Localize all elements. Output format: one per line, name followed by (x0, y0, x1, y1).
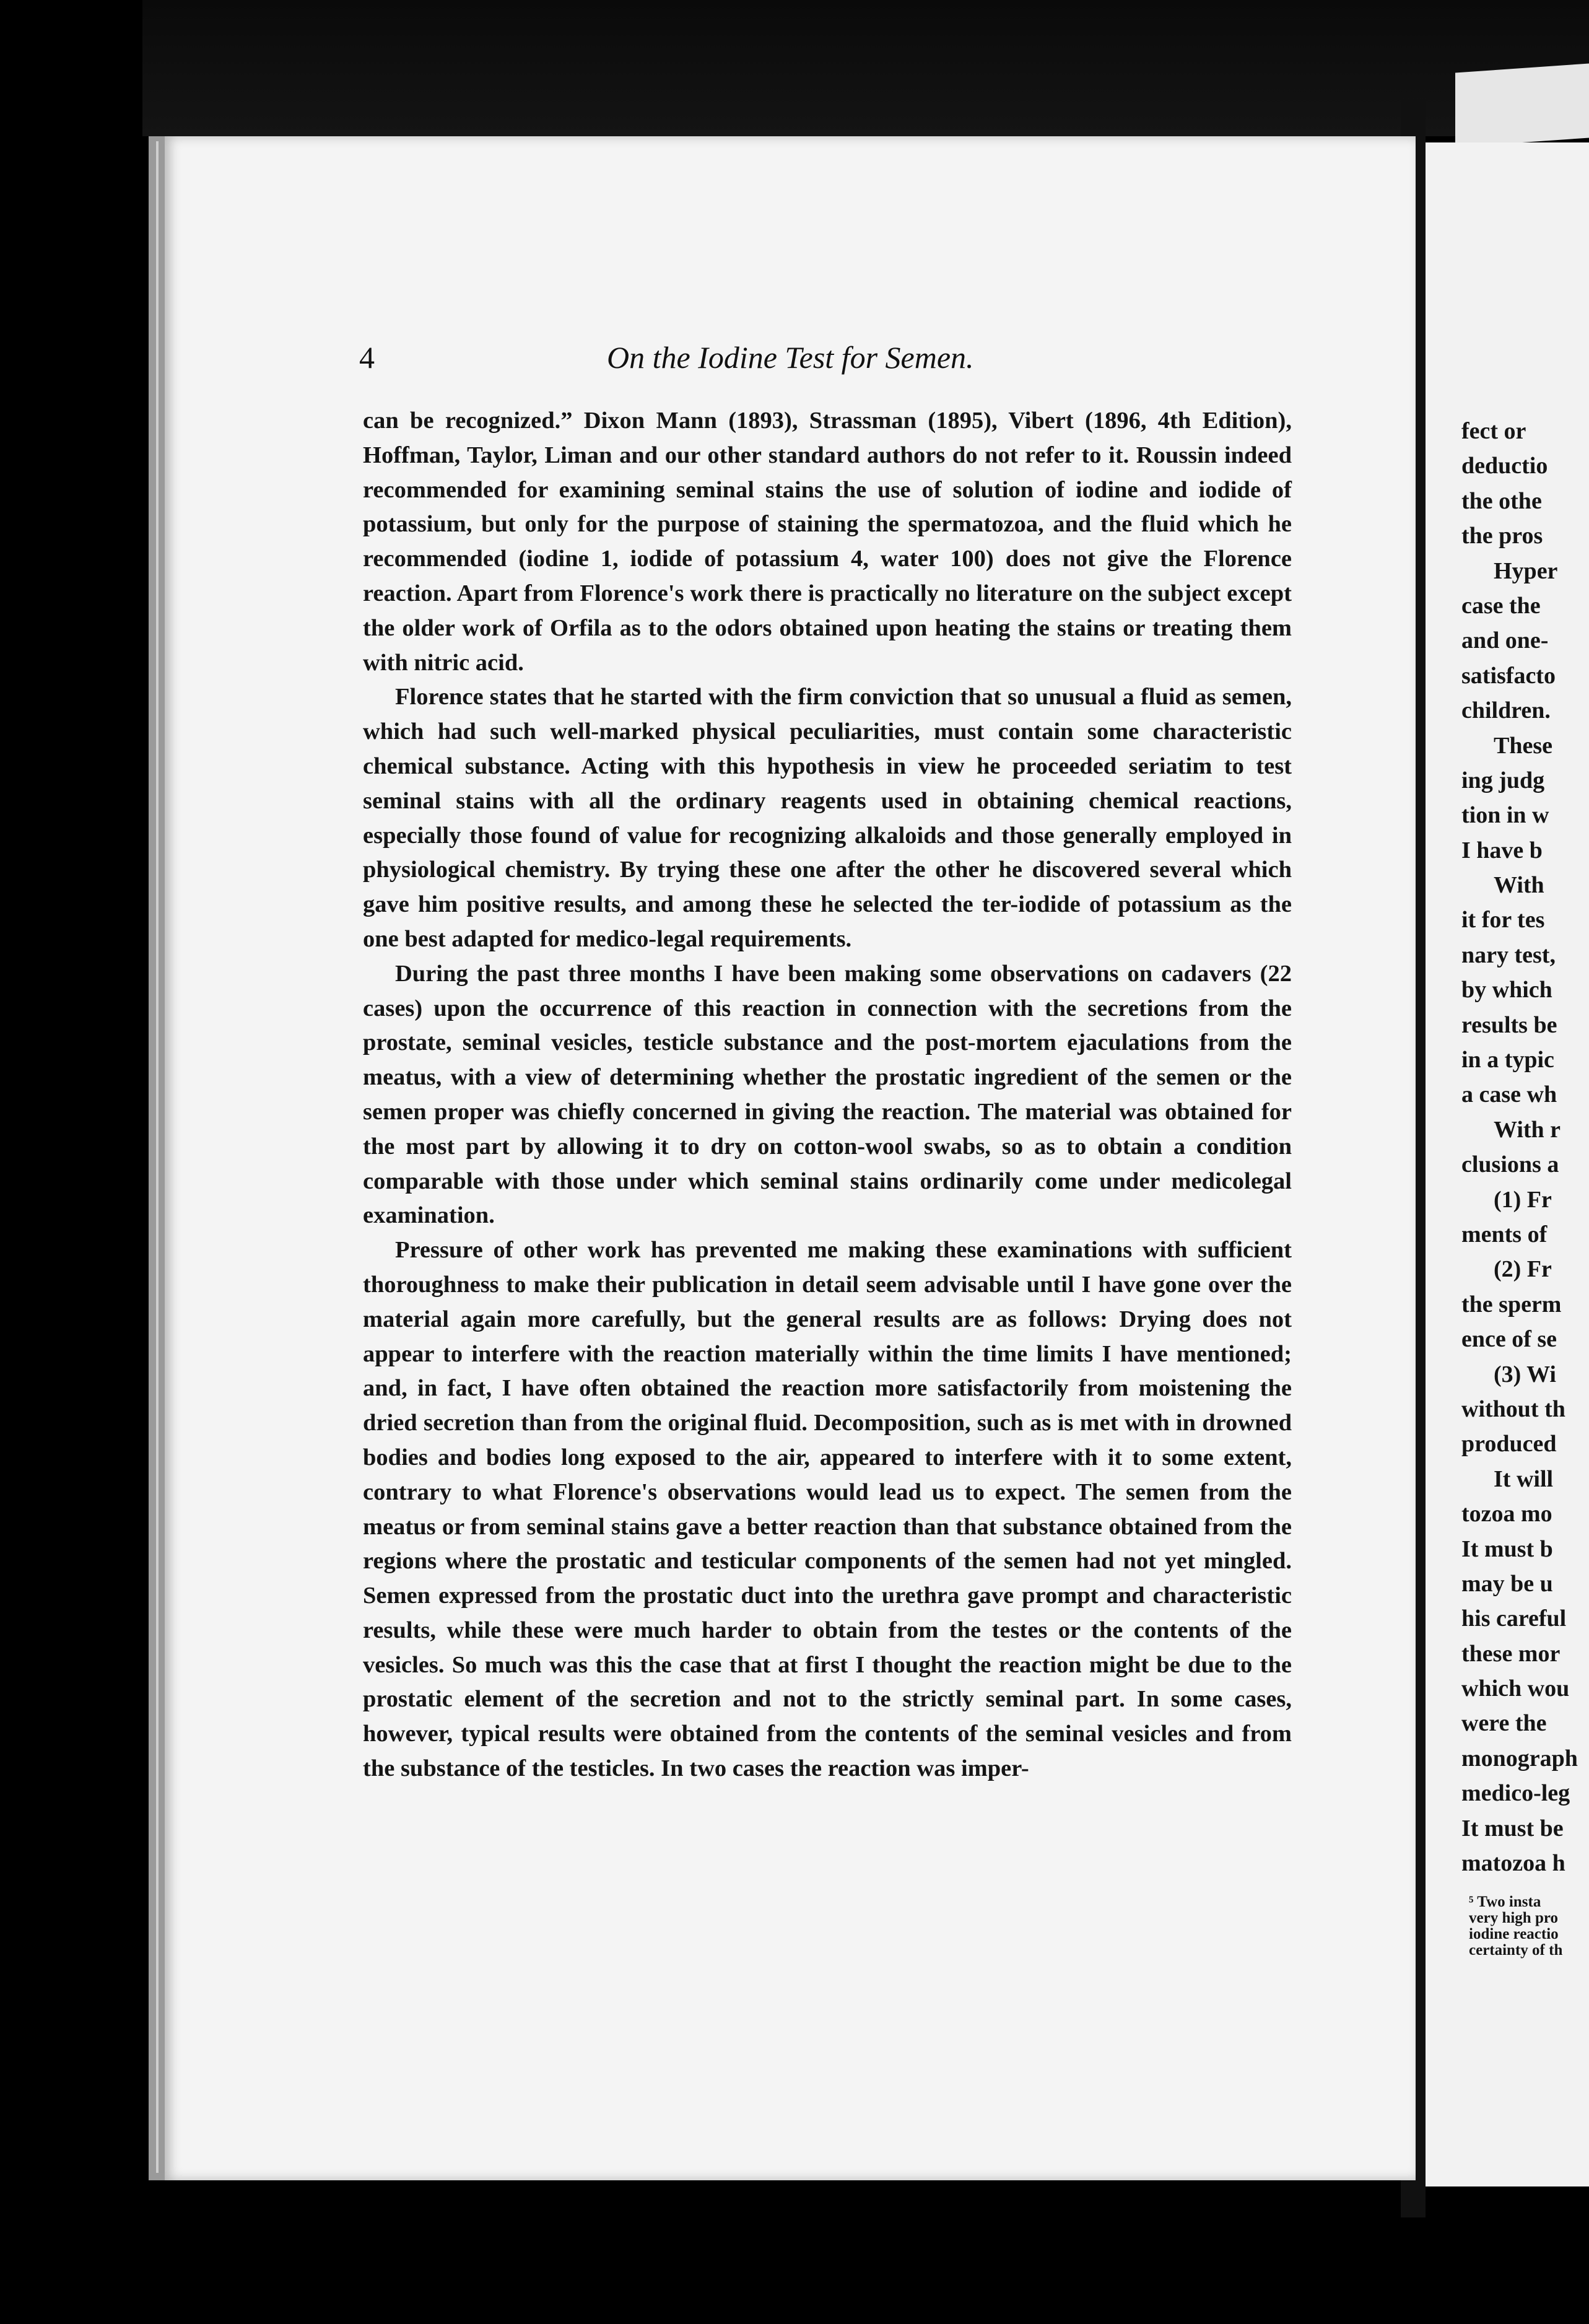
right-page-line: and one- (1461, 627, 1549, 654)
right-page-line: clusions a (1461, 1151, 1559, 1178)
right-page-footnote (1469, 1894, 1589, 1959)
right-page-corner (1455, 63, 1589, 147)
right-page-line: monograph (1461, 1745, 1578, 1771)
right-page-line: matozoa h (1461, 1850, 1565, 1877)
scan-background (142, 0, 1589, 136)
right-page-line: by which (1461, 977, 1552, 1003)
right-page-line: which wou (1461, 1675, 1570, 1702)
right-page-line: case the (1461, 592, 1541, 619)
right-footnote-line: iodine reactio (1469, 1926, 1559, 1942)
page-edge-line (156, 141, 159, 2173)
right-page-line: tozoa mo (1461, 1501, 1552, 1527)
right-footnote-line: ⁵ Two insta (1469, 1894, 1541, 1910)
right-page-line: his careful (1461, 1605, 1567, 1632)
right-page-line: satisfacto (1461, 662, 1556, 689)
right-page-line: in a typic (1461, 1047, 1554, 1073)
right-page-line: nary test, (1461, 941, 1556, 968)
right-page-line: tion in w (1461, 802, 1549, 829)
right-page-line: These (1494, 732, 1552, 759)
right-page-line: With (1494, 872, 1544, 899)
right-page-line: ence of se (1461, 1326, 1557, 1353)
paragraph-2: Florence states that he started with the firm conviction that so unusual a fluid as semen, which had such well-marked physical peculiarities, must contain some characteristic chemical substance. Acting with this hypothesis in view he proceeded seriatim to test seminal stains with all the ordinary reagents used in obtaining chemical reactions, especially those found of value for recognizing alkaloids and those generally employed in physiological chemistry. By trying these one after the other he discovered several which gave him positive results, and among these he selected the ter-iodide of potassium as the one best adapted for medico-legal requirements. (363, 684, 1292, 952)
right-page-line: the pros (1461, 523, 1543, 549)
page-header (359, 339, 1300, 377)
right-page-line: these mor (1461, 1640, 1561, 1667)
right-page-line: medico-leg (1461, 1780, 1570, 1807)
paragraph-3: During the past three months I have been making some observations on cadavers (22 cases) upon the occurrence of this reaction in connection with the secretions from the prostate, seminal vesicles, testicle substance and the post-mortem ejaculations from the meatus, with a view of determining whether the prostatic ingredient of the semen or the semen proper was chiefly concerned in giving the reaction. The material was obtained for the most part by allowing it to dry on cotton-wool swabs, so as to obtain a condition comparable with those under which seminal stains ordinarily come under medicolegal examination. (363, 960, 1292, 1229)
right-page-line: I have b (1461, 837, 1543, 863)
right-page-line: children. (1461, 697, 1551, 724)
right-page-line: It will (1494, 1466, 1554, 1492)
right-page-line: ments of (1461, 1221, 1548, 1247)
right-page-line: It must b (1461, 1536, 1553, 1562)
right-page-line: It must be (1461, 1815, 1564, 1841)
right-page-line: it for tes (1461, 907, 1545, 933)
right-page-line: results be (1461, 1011, 1557, 1038)
right-footnote-line: certainty of th (1469, 1942, 1563, 1959)
right-page-text (1461, 414, 1589, 1881)
right-page-line: deductio (1461, 453, 1548, 479)
running-title: On the Iodine Test for Semen. (607, 340, 974, 375)
right-page-line: ing judg (1461, 767, 1545, 793)
main-text-column (363, 404, 1292, 1786)
right-page-line: produced (1461, 1431, 1557, 1457)
right-page-line: With r (1494, 1116, 1561, 1143)
right-page-line: without th (1461, 1396, 1565, 1422)
right-page-line: were the (1461, 1710, 1547, 1737)
right-page-line: (3) Wi (1494, 1361, 1556, 1387)
right-page-line: (2) Fr (1494, 1256, 1552, 1283)
right-page-line: fect or (1461, 418, 1526, 444)
page-number: 4 (359, 340, 375, 375)
right-page-line: (1) Fr (1494, 1186, 1552, 1213)
paragraph-4: Pressure of other work has prevented me making these examinations with sufficient thoroughness to make their publication in detail seem advisable until I have gone over the material again more carefully, but the general results are as follows: Drying does not appear to interfere with the reaction materially within the time limits I have mentioned; and, in fact, I have often obtained the reaction more satisfactorily from moistening the dried secretion than from the original fluid. Decomposition, such as is met with in drowned bodies and bodies long exposed to the air, appeared to interfere with it to some extent, contrary to what Florence's observations would lead us to expect. The semen from the meatus or from seminal stains gave a better reaction than that substance obtained from the regions where the prostatic and testicular components of the semen had not yet mingled. Semen expressed from the prostatic duct into the urethra gave prompt and characteristic results, while these were much harder to obtain from the testes or the contents of the vesicles. So much was this the case that at first I thought the reaction might be due to the prostatic element of the secretion and not to the strictly seminal part. In some cases, however, typical results were obtained from the contents of the seminal vesicles and from the substance of the testicles. In two cases the reaction was imper- (363, 1237, 1292, 1782)
right-page-line: the sperm (1461, 1291, 1562, 1317)
right-footnote-line: very high pro (1469, 1910, 1558, 1926)
paragraph-1: can be recognized.” Dixon Mann (1893), Strassman (1895), Vibert (1896, 4th Edition), Hoffman, Taylor, Liman and our other standard authors do not refer to it. Roussin indeed recommended for examining seminal stains the use of solution of iodine and iodide of potassium, but only for the purpose of staining the spermatozoa, and the fluid which he recommended (iodine 1, iodide of potassium 4, water 100) does not give the Florence reaction. Apart from Florence's work there is practically no literature on the subject except the older work of Orfila as to the odors obtained upon heating the stains or treating them with nitric acid. (363, 408, 1292, 676)
right-page-line: may be u (1461, 1570, 1553, 1597)
right-page-line: Hyper (1494, 557, 1558, 584)
right-page-line: a case wh (1461, 1081, 1557, 1108)
right-page-line: the othe (1461, 487, 1542, 514)
